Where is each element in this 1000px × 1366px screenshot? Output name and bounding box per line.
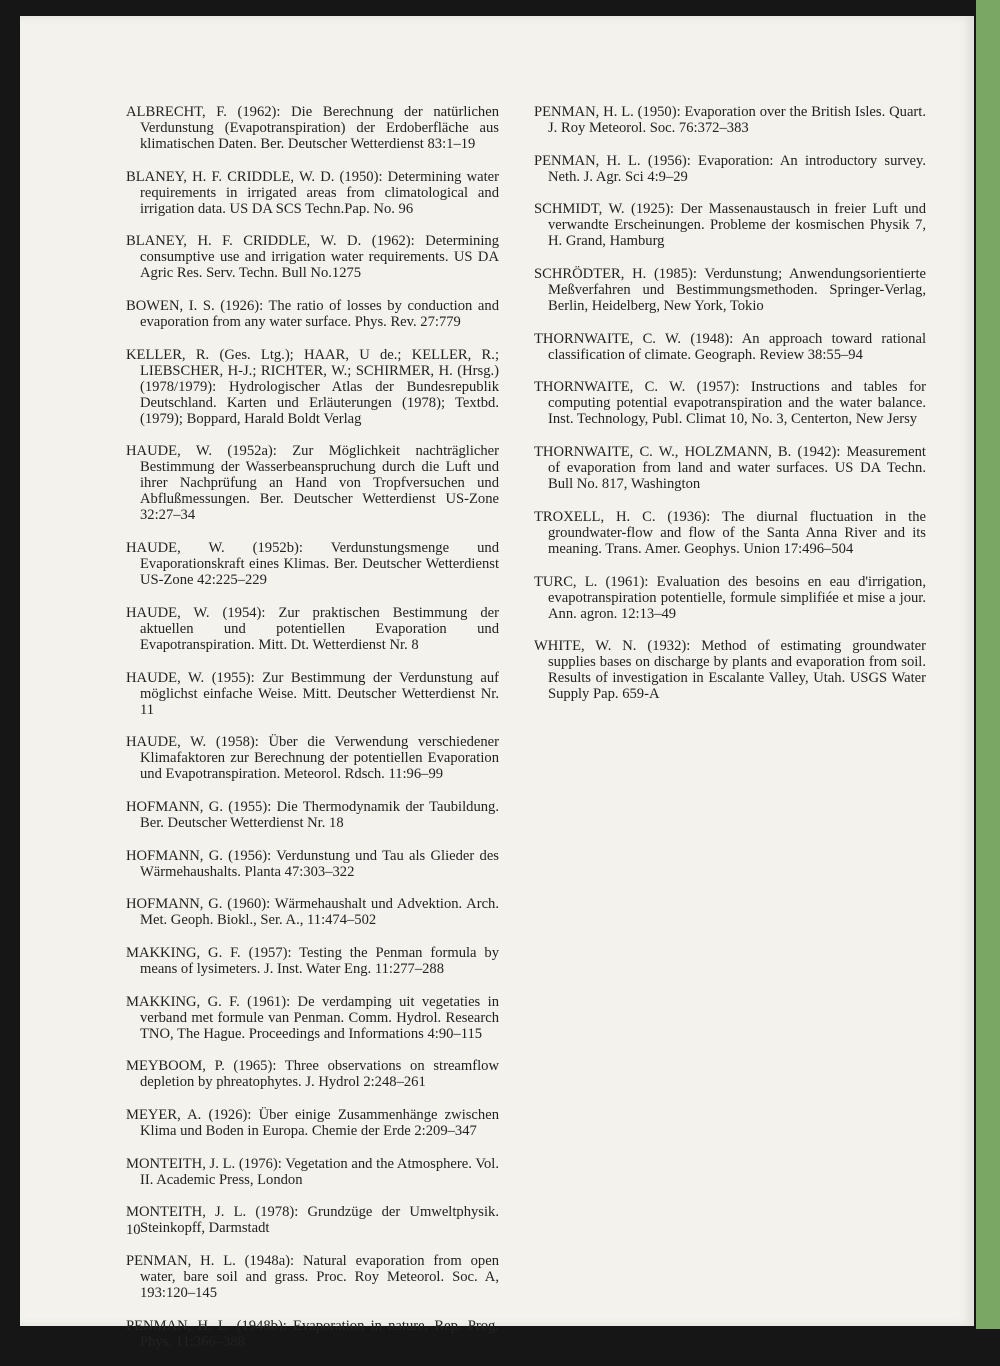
reference-entry: BLANEY, H. F. CRIDDLE, W. D. (1950): Determining water requirements in irrigated areas from climatological and irrigation data. US DA SCS Techn.Pap. No. 96 <box>126 168 499 217</box>
reference-column-left <box>126 104 499 1366</box>
reference-entry: PENMAN, H. L. (1948a): Natural evaporation from open water, bare soil and grass. Proc. Roy Meteorol. Soc. A, 193:120–145 <box>126 1253 499 1302</box>
reference-entry: HOFMANN, G. (1956): Verdunstung und Tau als Glieder des Wärmehaushalts. Planta 47:303–322 <box>126 847 499 880</box>
page-number: 10 <box>126 1222 141 1238</box>
reference-entry: PENMAN, H. L. (1948b): Evaporation in nature. Rep. Prog. Phys. 11:366–388 <box>126 1317 499 1350</box>
reference-entry: BLANEY, H. F. CRIDDLE, W. D. (1962): Determining consumptive use and irrigation water requirements. US DA Agric Res. Serv. Techn. Bull No.1275 <box>126 233 499 282</box>
reference-entry: SCHRÖDTER, H. (1985): Verdunstung; Anwendungsorientierte Meßverfahren und Bestimmungsmethoden. Springer-Verlag, Berlin, Heidelberg, New York, Tokio <box>534 266 926 315</box>
reference-entry: BOWEN, I. S. (1926): The ratio of losses by conduction and evaporation from any water surface. Phys. Rev. 27:779 <box>126 298 499 331</box>
reference-entry: PENMAN, H. L. (1950): Evaporation over the British Isles. Quart. J. Roy Meteorol. Soc. 76:372–383 <box>534 104 926 136</box>
reference-entry: TURC, L. (1961): Evaluation des besoins en eau d'irrigation, evapotranspiration potentielle, formule simplifiée et mise a jour. Ann. agron. 12:13–49 <box>534 573 926 622</box>
reference-entry: ALBRECHT, F. (1962): Die Berechnung der natürlichen Verdunstung (Evapotranspiration) der Erdoberfläche aus klimatischen Daten. Ber. Deutscher Wetterdienst 83:1–19 <box>126 104 499 152</box>
reference-entry: HOFMANN, G. (1960): Wärmehaushalt und Advektion. Arch. Met. Geoph. Biokl., Ser. A., 11:474–502 <box>126 896 499 929</box>
reference-entry: PENMAN, H. L. (1956): Evaporation: An introductory survey. Neth. J. Agr. Sci 4:9–29 <box>534 152 926 185</box>
reference-entry: HAUDE, W. (1952b): Verdunstungsmenge und Evaporationskraft eines Klimas. Ber. Deutscher Wetterdienst US-Zone 42:225–229 <box>126 540 499 589</box>
reference-entry: HAUDE, W. (1955): Zur Bestimmung der Verdunstung auf möglichst einfache Weise. Mitt. Deutscher Wetterdienst Nr. 11 <box>126 669 499 718</box>
reference-entry: KELLER, R. (Ges. Ltg.); HAAR, U de.; KELLER, R.; LIEBSCHER, H-J.; RICHTER, W.; SCHIRMER, H. (Hrsg.) (1978/1979): Hydrologischer Atlas der Bundesrepublik Deutschland. Karten und Erläuterungen (1978); Textbd. (1979); Boppard, Harald Boldt Verlag <box>126 346 499 427</box>
reference-entry: MAKKING, G. F. (1961): De verdamping uit vegetaties in verband met formule van Penman. Comm. Hydrol. Research TNO, The Hague. Proceedings and Informations 4:90–115 <box>126 993 499 1042</box>
document-page <box>20 16 974 1350</box>
green-cover-edge <box>976 0 1000 1329</box>
reference-entry: THORNWAITE, C. W., HOLZMANN, B. (1942): Measurement of evaporation from land and water surfaces. US DA Techn. Bull No. 817, Washington <box>534 444 926 493</box>
reference-entry: MEYBOOM, P. (1965): Three observations on streamflow depletion by phreatophytes. J. Hydrol 2:248–261 <box>126 1058 499 1091</box>
reference-entry: TROXELL, H. C. (1936): The diurnal fluctuation in the groundwater-flow and flow of the Santa Anna River and its meaning. Trans. Amer. Geophys. Union 17:496–504 <box>534 508 926 557</box>
reference-entry: MAKKING, G. F. (1957): Testing the Penman formula by means of lysimeters. J. Inst. Water Eng. 11:277–288 <box>126 944 499 977</box>
reference-entry: MONTEITH, J. L. (1978): Grundzüge der Umweltphysik. Steinkopff, Darmstadt <box>126 1204 499 1237</box>
reference-entry: HAUDE, W. (1954): Zur praktischen Bestimmung der aktuellen und potentiellen Evaporation und Evapotranspiration. Mitt. Dt. Wetterdienst Nr. 8 <box>126 604 499 653</box>
reference-entry: HAUDE, W. (1952a): Zur Möglichkeit nachträglicher Bestimmung der Wasserbeanspruchung durch die Luft und ihrer Nachprüfung an Hand von Tropfversuchen und Abflußmessungen. Ber. Deutscher Wetterdienst US-Zone 32:27–34 <box>126 443 499 524</box>
reference-entry: HOFMANN, G. (1955): Die Thermodynamik der Taubildung. Ber. Deutscher Wetterdienst Nr. 18 <box>126 798 499 831</box>
reference-entry: SCHMIDT, W. (1925): Der Massenaustausch in freier Luft und verwandte Erscheinungen. Probleme der kosmischen Physik 7, H. Grand, Hamburg <box>534 201 926 250</box>
reference-column-right <box>534 104 926 719</box>
reference-entry: MONTEITH, J. L. (1976): Vegetation and the Atmosphere. Vol. II. Academic Press, London <box>126 1155 499 1188</box>
reference-entry: THORNWAITE, C. W. (1948): An approach toward rational classification of climate. Geograph. Review 38:55–94 <box>534 330 926 363</box>
reference-entry: MEYER, A. (1926): Über einige Zusammenhänge zwischen Klima und Boden in Europa. Chemie der Erde 2:209–347 <box>126 1107 499 1139</box>
reference-entry: WHITE, W. N. (1932): Method of estimating groundwater supplies bases on discharge by plants and evaporation from soil. Results of investigation in Escalante Valley, Utah. USGS Water Supply Pap. 659-A <box>534 638 926 703</box>
reference-entry: THORNWAITE, C. W. (1957): Instructions and tables for computing potential evapotranspiration and the water balance. Inst. Technology, Publ. Climat 10, No. 3, Centerton, New Jersy <box>534 379 926 428</box>
reference-entry: HAUDE, W. (1958): Über die Verwendung verschiedener Klimafaktoren zur Berechnung der potentiellen Evaporation und Evapotranspiration. Meteorol. Rdsch. 11:96–99 <box>126 734 499 783</box>
